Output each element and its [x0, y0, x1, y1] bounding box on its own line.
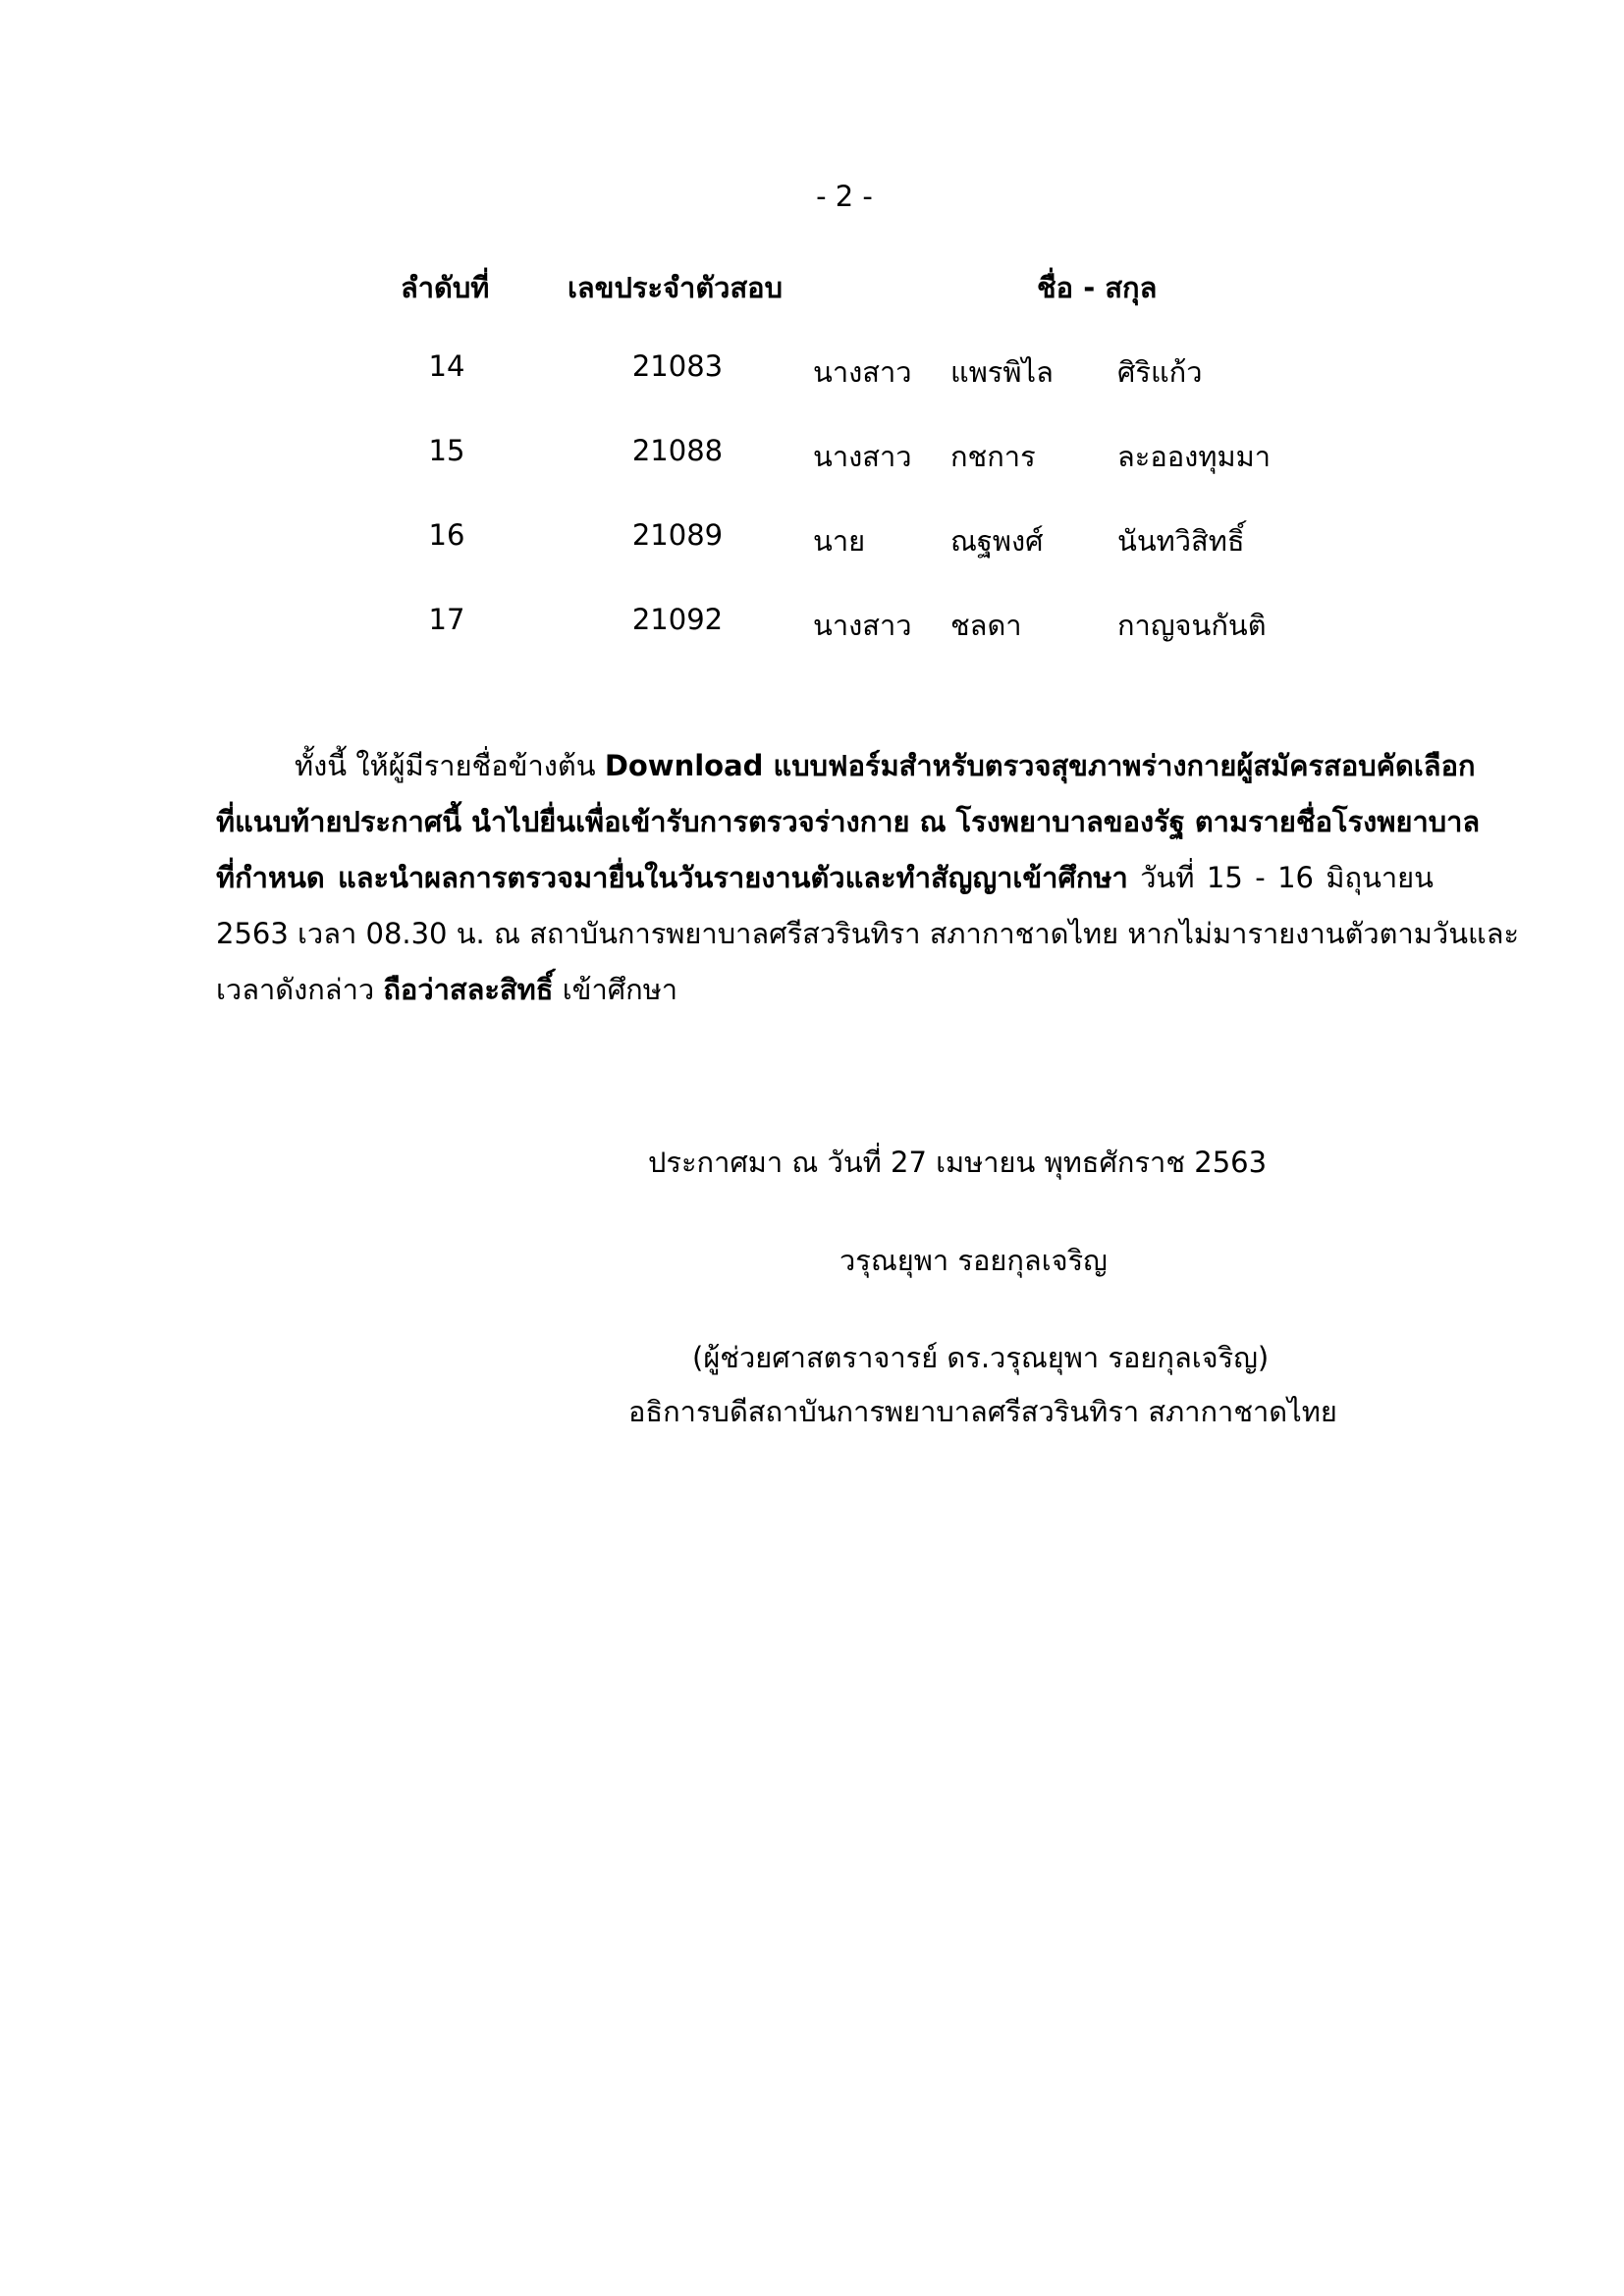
paragraph-text: เข้าศึกษา [553, 973, 678, 1006]
page-number: - 2 - [816, 180, 873, 213]
row-order: 15 [428, 434, 465, 467]
row-first-name: ณฐพงศ์ [950, 524, 1044, 558]
table-row [0, 349, 1624, 393]
row-last-name: นันทวิสิทธิ์ [1117, 524, 1245, 558]
header-order: ลำดับที่ [401, 271, 490, 304]
announcement-date: ประกาศมา ณ วันที่ 27 เมษายน พุทธศักราช 2563 [648, 1146, 1268, 1179]
paragraph-line [216, 794, 1481, 850]
header-exam-id: เลขประจำตัวสอบ [568, 271, 783, 304]
row-order: 16 [428, 518, 465, 552]
row-exam-id: 21083 [631, 349, 724, 383]
row-exam-id: 21088 [631, 434, 724, 467]
table-row [0, 518, 1624, 561]
row-last-name: ละอองทุมมา [1117, 440, 1271, 473]
paragraph-bold-text: ถือว่าสละสิทธิ์ [383, 973, 554, 1006]
paragraph-text: 2563 เวลา 08.30 น. ณ สถาบันการพยาบาลศรีสวรินทิรา สภากาชาดไทย หากไม่มารายงานตัวตามวันและ [216, 917, 1520, 950]
row-first-name: กชการ [950, 440, 1036, 473]
row-title: นางสาว [813, 440, 912, 473]
row-last-name: ศิริแก้ว [1117, 355, 1203, 389]
paragraph-bold-text: ที่กำหนด และนำผลการตรวจมายื่นในวันรายงานตัวและทำสัญญาเข้าศึกษา [216, 861, 1128, 894]
paragraph-text: วันที่ 15 - 16 มิถุนายน [1127, 861, 1435, 894]
paragraph-line [216, 962, 1434, 1018]
row-first-name: ชลดา [950, 609, 1022, 642]
row-order: 14 [428, 349, 465, 383]
signer-position: อธิการบดีสถาบันการพยาบาลศรีสวรินทิรา สภากาชาดไทย [628, 1395, 1337, 1428]
paragraph-bold-text: ที่แนบท้ายประกาศนี้ นำไปยื่นเพื่อเข้ารับการตรวจร่างกาย ณ โรงพยาบาลของรัฐ ตามรายชื่อโรงพยาบาล [216, 805, 1481, 838]
row-title: นาย [813, 524, 866, 558]
header-name: ชื่อ - สกุล [1037, 271, 1158, 304]
row-first-name: แพรพิไล [950, 355, 1054, 389]
paragraph-line [216, 850, 1434, 906]
paragraph-line [216, 738, 1476, 794]
signer-full-name: (ผู้ช่วยศาสตราจารย์ ดร.วรุณยุพา รอยกุลเจริญ) [692, 1341, 1270, 1374]
table-row [0, 603, 1624, 646]
paragraph-text: เวลาดังกล่าว [216, 973, 384, 1006]
row-title: นางสาว [813, 609, 912, 642]
paragraph-text: ทั้งนี้ ให้ผู้มีรายชื่อข้างต้น [295, 749, 605, 782]
row-order: 17 [428, 603, 465, 636]
announcement-paragraph [216, 738, 1520, 1018]
row-title: นางสาว [813, 355, 912, 389]
paragraph-bold-text: Download แบบฟอร์มสำหรับตรวจสุขภาพร่างกายผู้สมัครสอบคัดเลือก [604, 749, 1476, 782]
row-exam-id: 21092 [631, 603, 724, 636]
signature: วรุณยุพา รอยกุลเจริญ [839, 1244, 1108, 1277]
paragraph-line [216, 906, 1520, 962]
row-last-name: กาญจนกันติ [1117, 609, 1267, 642]
row-exam-id: 21089 [631, 518, 724, 552]
table-row [0, 434, 1624, 477]
